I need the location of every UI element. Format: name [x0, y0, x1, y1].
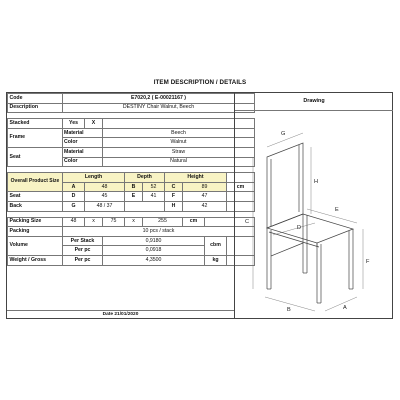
weight-value: 4,3500: [103, 255, 205, 265]
dim-g-letter: G: [63, 201, 85, 211]
dim-unit: cm: [227, 182, 255, 192]
description-label: Description: [8, 103, 63, 113]
overall-header-row: [8, 173, 255, 183]
code-value: E7020,2 ( E-00021167 ): [63, 94, 255, 104]
frame-color-value: Walnut: [103, 138, 255, 148]
back-dims-empty: [125, 201, 165, 211]
stacked-row: [8, 119, 255, 129]
stacked-empty: [103, 119, 255, 129]
per-stack-label: Per Stack: [63, 236, 103, 246]
dim-a-value: 48: [85, 182, 125, 192]
stacked-label: Stacked: [8, 119, 63, 129]
date-row: Date 21/01/2020: [7, 310, 234, 319]
packing-size-l: 48: [63, 217, 85, 227]
letter-b: B: [287, 307, 291, 313]
weight-unit: kg: [205, 255, 227, 265]
dimension-lines: [253, 133, 363, 311]
seat-material-row: [8, 147, 255, 157]
dim-a-letter: A: [63, 182, 85, 192]
packing-size-row: [8, 217, 255, 227]
dim-b-value: 52: [143, 182, 165, 192]
dim-g-value: 48 / 37: [85, 201, 125, 211]
overall-size-label: Overall Product Size: [8, 173, 63, 192]
dim-f-value: 47: [183, 192, 227, 202]
weight-row: [8, 255, 255, 265]
packing-size-x1: x: [85, 217, 103, 227]
letter-a: A: [343, 305, 347, 311]
packing-size-h: 255: [143, 217, 183, 227]
details-sheet: [6, 92, 393, 319]
dim-h-value: 42: [183, 201, 227, 211]
dim-b-letter: B: [125, 182, 143, 192]
seat-material-value: Straw: [103, 147, 255, 157]
frame-material-row: [8, 128, 255, 138]
seat-material-label: Material: [63, 147, 103, 157]
dim-c-letter: C: [165, 182, 183, 192]
seat-dims-label: Seat: [8, 192, 63, 202]
height-header: Height: [165, 173, 227, 183]
dim-f-letter: F: [165, 192, 183, 202]
chair-outline: [267, 143, 353, 303]
seat-color-label: Color: [63, 157, 103, 167]
weight-label: Weight / Gross: [8, 255, 63, 265]
per-pc-label: Per pc: [63, 246, 103, 256]
weight-per-pc-label: Per pc: [63, 255, 103, 265]
packing-size-w: 75: [103, 217, 125, 227]
frame-material-value: Beech: [103, 128, 255, 138]
letter-c: C: [245, 219, 250, 225]
seat-dims-row: [8, 192, 255, 202]
letter-e: E: [335, 207, 339, 213]
frame-color-label: Color: [63, 138, 103, 148]
dim-e-letter: E: [125, 192, 143, 202]
letter-f: F: [366, 259, 370, 265]
back-dims-row: [8, 201, 255, 211]
frame-material-label: Material: [63, 128, 103, 138]
letter-d: D: [297, 225, 302, 231]
letter-h: H: [314, 179, 319, 185]
length-header: Length: [63, 173, 125, 183]
back-dims-label: Back: [8, 201, 63, 211]
code-label: Code: [8, 94, 63, 104]
seat-label: Seat: [8, 147, 63, 166]
volume-unit: cbm: [205, 236, 227, 255]
packing-label: Packing: [8, 227, 63, 237]
dim-h-letter: H: [165, 201, 183, 211]
volume-stack-row: [8, 236, 255, 246]
drawing-letters: [245, 131, 370, 313]
stacked-mark: X: [85, 119, 103, 129]
volume-label: Volume: [8, 236, 63, 255]
description-value: DESTINY Chair Walnut, Beech: [63, 103, 255, 113]
dim-d-letter: D: [63, 192, 85, 202]
letter-g: G: [281, 131, 286, 137]
packing-value: 10 pcs / stack: [63, 227, 255, 237]
chair-back: [267, 143, 303, 228]
per-stack-value: 0,9180: [103, 236, 205, 246]
packing-size-x2: x: [125, 217, 143, 227]
depth-header: Depth: [125, 173, 165, 183]
dim-d-value: 45: [85, 192, 125, 202]
spec-table: [7, 93, 255, 266]
drawing-panel: [234, 93, 393, 318]
packing-size-unit: cm: [183, 217, 205, 227]
chair-drawing: [235, 111, 393, 318]
page-title: ITEM DESCRIPTION / DETAILS: [153, 79, 247, 86]
description-row: [8, 103, 255, 113]
dim-c-value: 89: [183, 182, 227, 192]
drawing-label: Drawing: [235, 93, 393, 111]
stacked-yes: Yes: [63, 119, 85, 129]
dim-e-value: 41: [143, 192, 165, 202]
packing-row: [8, 227, 255, 237]
seat-color-value: Natural: [103, 157, 255, 167]
code-row: [8, 94, 255, 104]
frame-label: Frame: [8, 128, 63, 147]
per-pc-value: 0,0918: [103, 246, 205, 256]
packing-size-label: Packing Size: [8, 217, 63, 227]
